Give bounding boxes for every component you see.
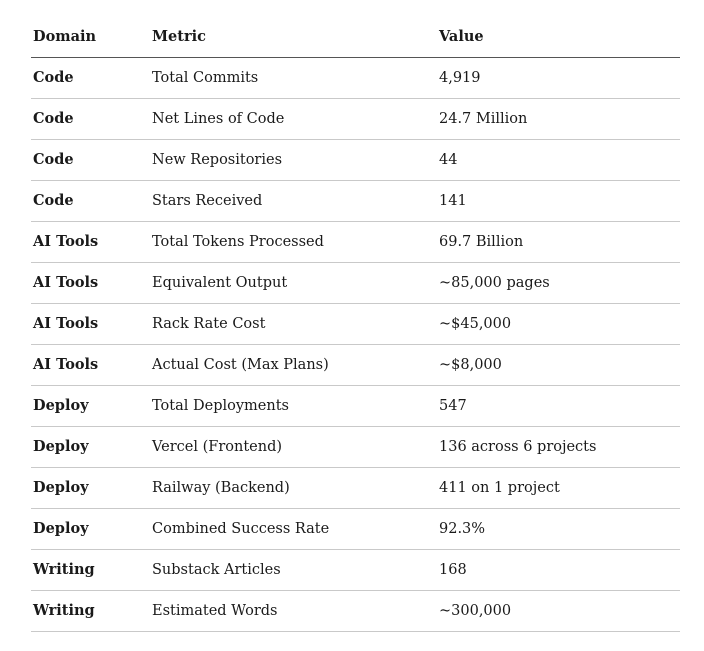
domain-cell: AI Tools [31, 345, 150, 386]
domain-cell: Deploy [31, 468, 150, 509]
metric-cell: Actual Cost (Max Plans) [150, 345, 437, 386]
value-cell: 44 [437, 140, 680, 181]
value-cell: 69.7 Billion [437, 222, 680, 263]
metric-cell: Vercel (Frontend) [150, 427, 437, 468]
table-row [31, 386, 680, 427]
domain-cell: Code [31, 140, 150, 181]
table-row [31, 550, 680, 591]
value-cell: ~85,000 pages [437, 263, 680, 304]
table-row [31, 345, 680, 386]
domain-cell: Code [31, 181, 150, 222]
table-row [31, 468, 680, 509]
header-metric: Metric [150, 18, 437, 58]
table-row [31, 222, 680, 263]
metric-cell: Total Commits [150, 58, 437, 99]
header-value: Value [437, 18, 680, 58]
table-row [31, 304, 680, 345]
value-cell: 141 [437, 181, 680, 222]
value-cell: ~300,000 [437, 591, 680, 632]
table-row [31, 591, 680, 632]
domain-cell: Code [31, 99, 150, 140]
metric-cell: Equivalent Output [150, 263, 437, 304]
domain-cell: Writing [31, 550, 150, 591]
header-domain: Domain [31, 18, 150, 58]
domain-cell: Deploy [31, 386, 150, 427]
metric-cell: Substack Articles [150, 550, 437, 591]
value-cell: 411 on 1 project [437, 468, 680, 509]
stats-table-container [31, 18, 680, 632]
table-row [31, 427, 680, 468]
metric-cell: Rack Rate Cost [150, 304, 437, 345]
metric-cell: Combined Success Rate [150, 509, 437, 550]
header-row [31, 18, 680, 58]
domain-cell: Deploy [31, 427, 150, 468]
table-row [31, 58, 680, 99]
table-header [31, 18, 680, 58]
stats-table [31, 18, 680, 632]
domain-cell: AI Tools [31, 222, 150, 263]
table-row [31, 140, 680, 181]
table-row [31, 181, 680, 222]
metric-cell: Total Deployments [150, 386, 437, 427]
domain-cell: AI Tools [31, 304, 150, 345]
table-body [31, 58, 680, 632]
domain-cell: Code [31, 58, 150, 99]
domain-cell: AI Tools [31, 263, 150, 304]
value-cell: 4,919 [437, 58, 680, 99]
table-row [31, 263, 680, 304]
metric-cell: Total Tokens Processed [150, 222, 437, 263]
value-cell: ~$8,000 [437, 345, 680, 386]
value-cell: 136 across 6 projects [437, 427, 680, 468]
value-cell: 168 [437, 550, 680, 591]
value-cell: 547 [437, 386, 680, 427]
metric-cell: Railway (Backend) [150, 468, 437, 509]
table-row [31, 99, 680, 140]
value-cell: 24.7 Million [437, 99, 680, 140]
domain-cell: Deploy [31, 509, 150, 550]
metric-cell: Stars Received [150, 181, 437, 222]
domain-cell: Writing [31, 591, 150, 632]
metric-cell: Net Lines of Code [150, 99, 437, 140]
value-cell: 92.3% [437, 509, 680, 550]
value-cell: ~$45,000 [437, 304, 680, 345]
metric-cell: New Repositories [150, 140, 437, 181]
table-row [31, 509, 680, 550]
metric-cell: Estimated Words [150, 591, 437, 632]
